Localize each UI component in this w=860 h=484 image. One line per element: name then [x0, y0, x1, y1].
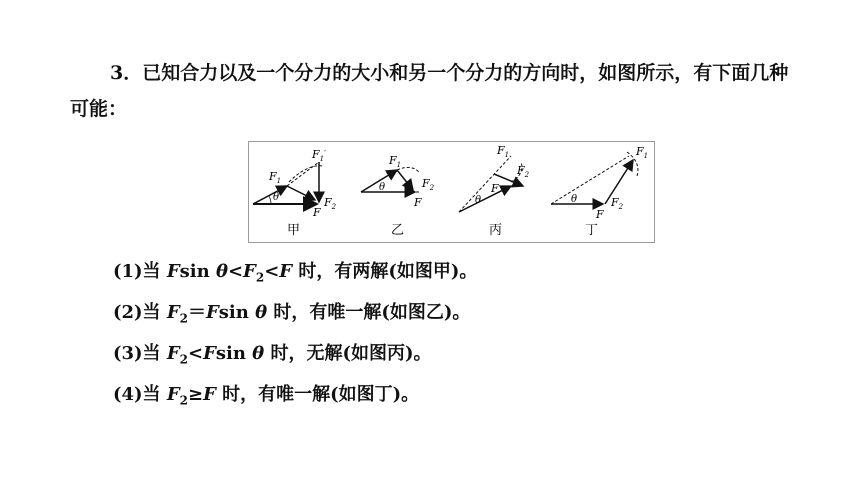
figure-svg: [249, 142, 654, 242]
ding-F2-label: $F_2$: [611, 196, 624, 211]
jia-F1prime-label: $F_1'$: [312, 148, 326, 163]
yi-F2-label: $F_2$: [422, 177, 435, 192]
jia-theta-label: θ: [273, 192, 280, 203]
bing-F-label: F: [491, 182, 499, 195]
question-number: 3．: [110, 62, 143, 84]
case-1: (1)当 Fsin $\theta<F_2<F$ 时，有两解(如图甲)。: [113, 261, 478, 285]
jia-angle-arc: [269, 196, 271, 204]
jia-F-label: F: [313, 206, 321, 219]
diagram-ding: [551, 145, 648, 238]
jia-F1-label: $F_1$: [269, 170, 282, 185]
yi-F2-arrow: [397, 170, 413, 190]
ding-theta-label: θ: [571, 194, 578, 205]
bing-F1-label: $F_1$: [497, 144, 510, 159]
caption-bing: 丙: [489, 223, 503, 238]
ding-F-label: F: [596, 208, 604, 221]
case-2: (2)当 $F_2=Fsin$ θ 时，有唯一解(如图乙)。: [113, 302, 471, 326]
yi-theta-label: θ: [379, 182, 386, 193]
diagram-yi: [361, 154, 435, 238]
diagram-bing: [459, 144, 530, 238]
jia-arc: [289, 166, 323, 182]
jia-F1-arrow: [253, 186, 287, 204]
yi-F-label: F: [414, 196, 422, 209]
ding-F2-arrow: [605, 160, 633, 204]
caption-jia: 甲: [287, 223, 301, 238]
jia-dashed-line: [287, 162, 319, 186]
ding-F1-label: $F_1$: [636, 145, 649, 160]
yi-F1-label: $F_1$: [389, 154, 402, 169]
intro-paragraph: [70, 55, 800, 127]
caption-yi: 乙: [391, 223, 405, 238]
jia-F2-label: $F_2$: [324, 196, 337, 211]
diagram-jia: [253, 148, 337, 238]
bing-dashed-line: [459, 156, 511, 212]
caption-ding: 丁: [585, 223, 599, 238]
jia-F2b-arrow: [287, 186, 315, 200]
case-3: (3)当 $F_2<Fsin$ θ 时，无解(如图丙)。: [113, 343, 432, 367]
bing-F-arrow: [459, 186, 511, 212]
intro-text: 已知合力以及一个分力的大小和另一个分力的方向时，如图所示，有下面几种可能：: [70, 62, 789, 120]
force-decomposition-figure: [248, 141, 655, 243]
bing-F2-label: $F_2$: [517, 164, 530, 179]
bing-theta-label: θ: [475, 195, 482, 206]
case-4: (4)当 $F_2\ge F$ 时，有唯一解(如图丁)。: [113, 384, 420, 408]
